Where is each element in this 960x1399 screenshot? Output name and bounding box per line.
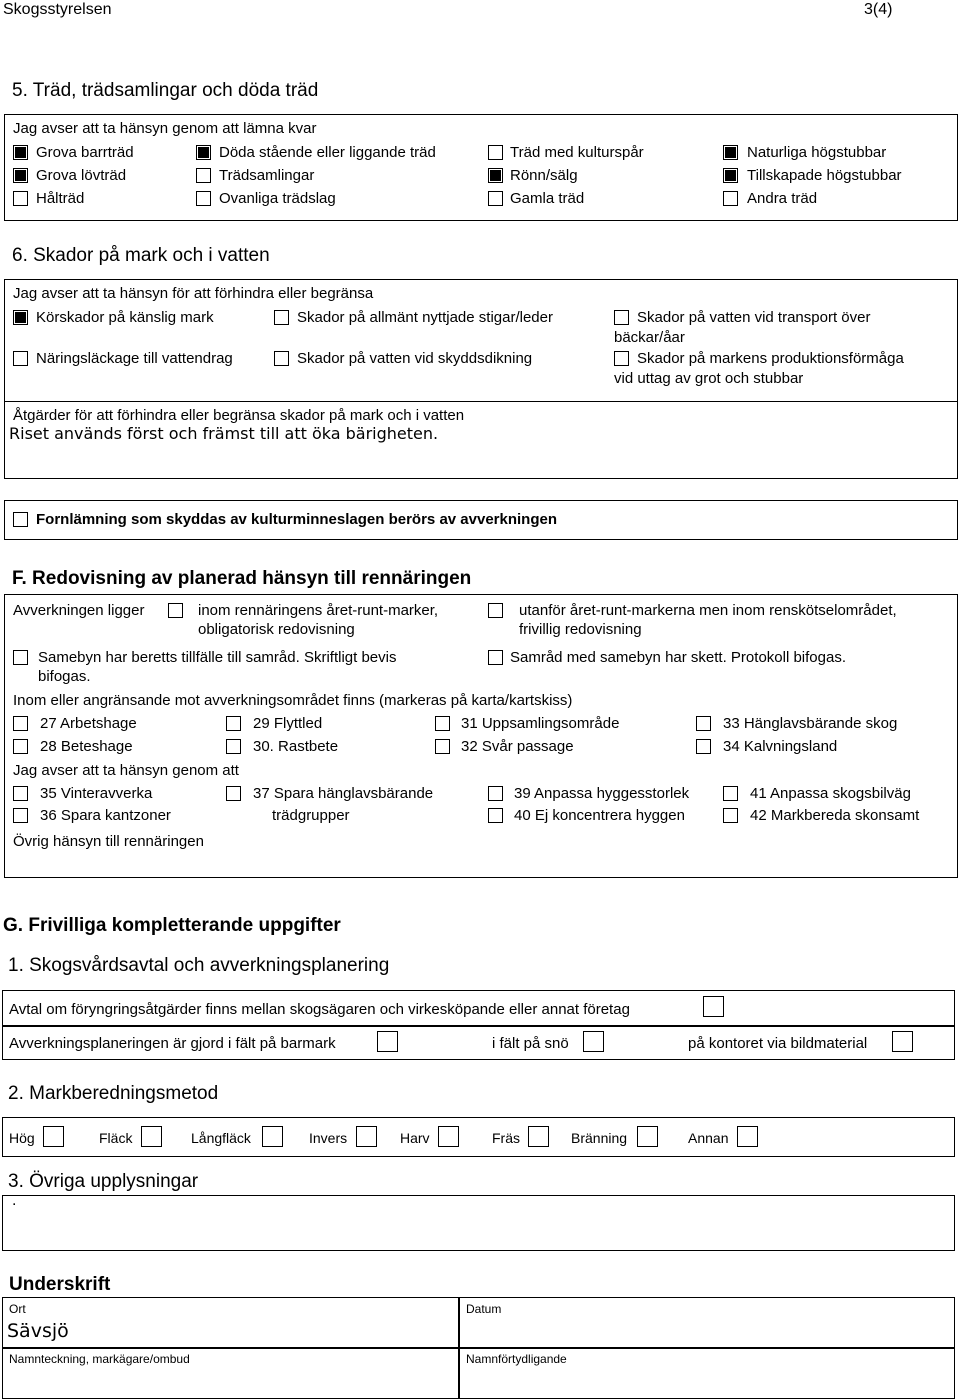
label-grova-barrtrad: Grova barrträd [36,144,134,161]
label-naringslackage: Näringsläckage till vattendrag [36,350,233,367]
checkbox-skador-produktionsformaga[interactable] [614,351,629,366]
section-g3-title: 3. Övriga upplysningar [8,1171,199,1192]
method-invers-label: Invers [309,1130,348,1146]
checkbox-grova-lovtrad[interactable] [13,168,28,183]
checkbox-29-flyttled[interactable] [226,716,241,731]
label-utanfor-aret-runt: utanför året-runt-markerna men inom renskötselområdet, [519,602,897,619]
checkbox-planering-barmark[interactable] [377,1031,398,1052]
checkbox-grova-barrtrad[interactable] [13,145,28,160]
planering-barmark-label: Avverkningsplaneringen är gjord i fält på barmark [9,1035,336,1052]
label-32-svar-passage: 32 Svår passage [461,738,574,755]
label-inom-aret-runt-line2: obligatorisk redovisning [198,621,355,638]
method-annan-label: Annan [688,1130,729,1146]
label-korskador: Körskador på känslig mark [36,309,214,326]
method-branning-label: Bränning [571,1130,628,1146]
checkbox-ovanliga-tradslag[interactable] [196,191,211,206]
method-fras-label: Fräs [492,1130,520,1146]
planering-kontor-label: på kontoret via bildmaterial [688,1035,868,1052]
namnteckning-label: Namnteckning, markägare/ombud [9,1352,190,1366]
checkbox-skador-stigar[interactable] [274,310,289,325]
signature-horizontal-divider [2,1347,955,1349]
ovriga-upplysningar-box[interactable] [2,1195,955,1251]
checkbox-33-hanglavsbarande-skog[interactable] [696,716,711,731]
checkbox-40-ej-koncentrera[interactable] [488,808,503,823]
label-37-spara-hanglav-line2: trädgrupper [272,807,350,824]
label-samrad-skett: Samråd med samebyn har skett. Protokoll bifogas. [510,649,846,666]
label-skador-vatten-transport-line2: bäckar/åar [614,329,685,346]
label-gamla-trad: Gamla träd [510,190,585,207]
checkbox-doda-trad[interactable] [196,145,211,160]
method-harv-label: Harv [400,1130,430,1146]
label-39-anpassa-hyggesstorlek: 39 Anpassa hyggesstorlek [514,785,690,802]
label-30-rastbete: 30. Rastbete [253,738,339,755]
checkbox-method-harv[interactable] [438,1126,459,1147]
label-42-markbereda-skonsamt: 42 Markbereda skonsamt [750,807,920,824]
page-number: 3(4) [864,1,893,18]
checkbox-trad-kulturspar[interactable] [488,145,503,160]
checkbox-31-uppsamlingsomrade[interactable] [435,716,450,731]
section-g1-title: 1. Skogsvårdsavtal och avverkningsplanering [8,955,390,976]
checkbox-samrad-skett[interactable] [488,650,503,665]
checkbox-28-beteshage[interactable] [13,739,28,754]
ort-label: Ort [9,1302,26,1316]
checkbox-method-hog[interactable] [43,1126,64,1147]
ovriga-upplysningar-value: . [12,1192,17,1209]
checkbox-39-anpassa-hyggesstorlek[interactable] [488,786,503,801]
label-samebyn-samrad: Samebyn har beretts tillfälle till samråd. Skriftligt bevis [38,649,397,666]
section-g1-divider [2,1025,955,1027]
checkbox-method-branning[interactable] [637,1126,658,1147]
section-g-title: G. Frivilliga kompletterande uppgifter [3,915,341,936]
checkbox-27-arbetshage[interactable] [13,716,28,731]
label-haltrad: Hålträd [36,190,85,207]
checkbox-skador-skyddsdikning[interactable] [274,351,289,366]
label-andra-trad: Andra träd [747,190,818,207]
ort-value[interactable]: Sävsjö [7,1320,69,1342]
label-31-uppsamlingsomrade: 31 Uppsamlingsområde [461,715,620,732]
label-skador-produktionsformaga: Skador på markens produktionsförmåga [637,350,904,367]
label-40-ej-koncentrera: 40 Ej koncentrera hyggen [514,807,685,824]
checkbox-haltrad[interactable] [13,191,28,206]
label-skador-stigar: Skador på allmänt nyttjade stigar/leder [297,309,553,326]
label-utanfor-aret-runt-line2: frivillig redovisning [519,621,642,638]
checkbox-skador-vatten-transport[interactable] [614,310,629,325]
checkbox-naturliga-hogstubbar[interactable] [723,145,738,160]
checkbox-planering-kontor[interactable] [892,1031,913,1052]
label-doda-trad: Döda stående eller liggande träd [219,144,436,161]
label-inom-aret-runt: inom rennäringens året-runt-marker, [198,602,439,619]
checkbox-tillskapade-hogstubbar[interactable] [723,168,738,183]
planering-sno-label: i fält på snö [492,1035,569,1052]
section-5-intro: Jag avser att ta hänsyn genom att lämna kvar [13,120,317,137]
checkbox-avtal[interactable] [703,996,724,1017]
datum-label: Datum [466,1302,502,1316]
checkbox-naringslackage[interactable] [13,351,28,366]
checkbox-41-anpassa-skogsbilvag[interactable] [723,786,738,801]
checkbox-inom-aret-runt[interactable] [168,603,183,618]
avverkning-label: Avverkningen ligger [13,602,145,619]
signature-title: Underskrift [9,1274,111,1295]
label-37-spara-hanglav: 37 Spara hänglavsbärande [253,785,434,802]
label-35-vinteravverka: 35 Vinteravverka [40,785,153,802]
method-flack-label: Fläck [99,1130,133,1146]
checkbox-37-spara-hanglav[interactable] [226,786,241,801]
label-fornlamning: Fornlämning som skyddas av kulturminneslagen berörs av avverkningen [36,511,558,528]
label-naturliga-hogstubbar: Naturliga högstubbar [747,144,887,161]
checkbox-korskador[interactable] [13,310,28,325]
checkbox-ronn-salg[interactable] [488,168,503,183]
label-41-anpassa-skogsbilvag: 41 Anpassa skogsbilväg [750,785,911,802]
section-5-title: 5. Träd, trädsamlingar och döda träd [12,80,319,101]
label-28-beteshage: 28 Beteshage [40,738,133,755]
checkbox-32-svar-passage[interactable] [435,739,450,754]
label-skador-produktionsformaga-line2: vid uttag av grot och stubbar [614,370,804,387]
checkbox-34-kalvningsland[interactable] [696,739,711,754]
checkbox-method-annan[interactable] [737,1126,758,1147]
method-langflack-label: Långfläck [191,1130,251,1146]
checkbox-utanfor-aret-runt[interactable] [488,603,503,618]
label-34-kalvningsland: 34 Kalvningsland [723,738,838,755]
checkbox-method-fras[interactable] [528,1126,549,1147]
inom-omrade-label: Inom eller angränsande mot avverkningsområdet finns (markeras på karta/kartskiss) [13,692,573,709]
label-tradsamlingar: Trädsamlingar [219,167,315,184]
checkbox-tradsamlingar[interactable] [196,168,211,183]
checkbox-method-flack[interactable] [141,1126,162,1147]
checkbox-30-rastbete[interactable] [226,739,241,754]
checkbox-method-langflack[interactable] [262,1126,283,1147]
label-27-arbetshage: 27 Arbetshage [40,715,137,732]
label-trad-kulturspar: Träd med kulturspår [510,144,644,161]
label-ronn-salg: Rönn/sälg [510,167,578,184]
hansyn-label: Jag avser att ta hänsyn genom att [13,762,239,779]
namnfortydligande-label: Namnförtydligande [466,1352,567,1366]
measures-label: Åtgärder för att förhindra eller begränsa skador på mark och i vatten [13,407,465,424]
checkbox-method-invers[interactable] [356,1126,377,1147]
label-skador-vatten-transport: Skador på vatten vid transport över [637,309,871,326]
checkbox-fornlamning[interactable] [13,512,28,527]
ovrig-hansyn-label: Övrig hänsyn till rennäringen [13,833,204,850]
checkbox-andra-trad[interactable] [723,191,738,206]
label-grova-lovtrad: Grova lövträd [36,167,127,184]
label-tillskapade-hogstubbar: Tillskapade högstubbar [747,167,902,184]
section-g2-title: 2. Markberedningsmetod [8,1083,219,1104]
label-29-flyttled: 29 Flyttled [253,715,323,732]
method-hog-label: Hög [9,1130,35,1146]
checkbox-gamla-trad[interactable] [488,191,503,206]
section-6-intro: Jag avser att ta hänsyn för att förhindra eller begränsa [13,285,374,302]
checkbox-planering-sno[interactable] [583,1031,604,1052]
section-6-title: 6. Skador på mark och i vatten [12,245,270,266]
label-33-hanglavsbarande-skog: 33 Hänglavsbärande skog [723,715,898,732]
checkbox-35-vinteravverka[interactable] [13,786,28,801]
label-ovanliga-tradslag: Ovanliga trädslag [219,190,336,207]
label-skador-skyddsdikning: Skador på vatten vid skyddsdikning [297,350,533,367]
org-name: Skogsstyrelsen [3,1,112,18]
measures-value[interactable]: Riset används först och främst till att öka bärigheten. [9,424,439,443]
checkbox-samebyn-samrad[interactable] [13,650,28,665]
checkbox-42-markbereda-skonsamt[interactable] [723,808,738,823]
checkbox-36-spara-kantzoner[interactable] [13,808,28,823]
section-f-title: F. Redovisning av planerad hänsyn till rennäringen [12,568,472,589]
avtal-label: Avtal om föryngringsåtgärder finns mellan skogsägaren och virkesköpande eller annat företag [9,1001,630,1018]
label-samebyn-samrad-line2: bifogas. [38,668,91,685]
label-36-spara-kantzoner: 36 Spara kantzoner [40,807,171,824]
